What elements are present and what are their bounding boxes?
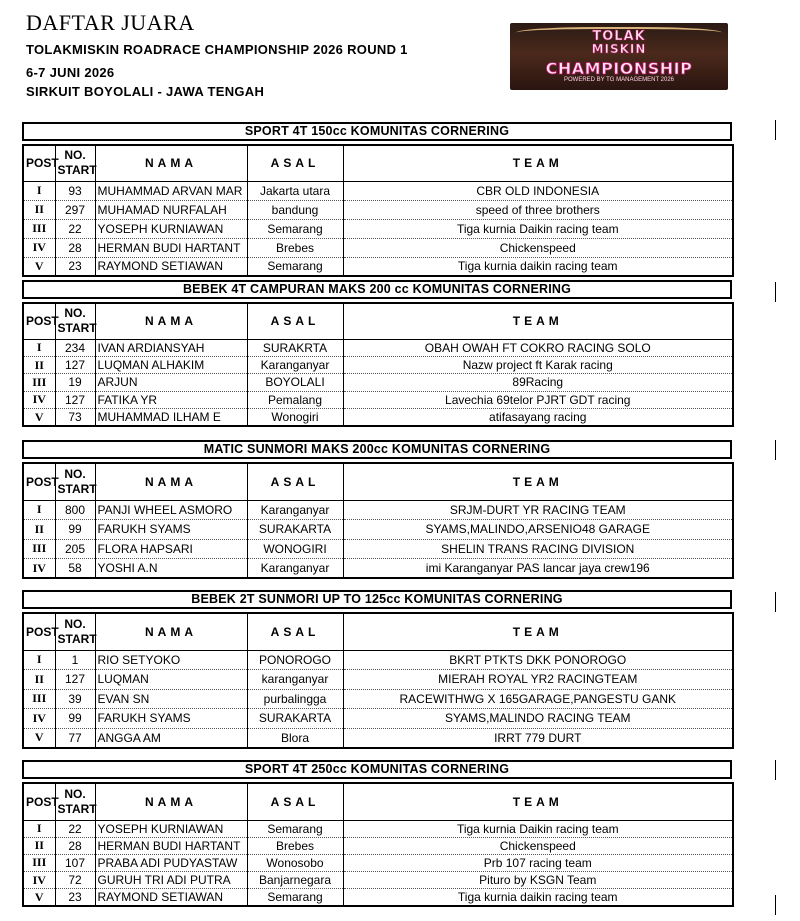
section-title: SPORT 4T 250cc KOMUNITAS CORNERING [22,760,732,779]
results-table [22,612,734,749]
section-title: SPORT 4T 150cc KOMUNITAS CORNERING [22,122,732,141]
position-cell: III [23,689,55,709]
table-row [23,820,733,837]
origin-cell: Karanganyar [247,356,343,373]
position-cell: V [23,409,55,426]
table-row [23,339,733,356]
origin-cell: Semarang [247,820,343,837]
rider-name-cell: FATIKA YR [95,391,247,408]
table-row [23,219,733,238]
table-row [23,356,733,373]
origin-cell: Brebes [247,238,343,257]
team-cell: 89Racing [343,374,733,391]
rider-name-cell: ARJUN [95,374,247,391]
margin-mark [775,592,776,612]
origin-cell: Semarang [247,219,343,238]
column-header-post: POST [23,463,55,500]
rider-name-cell: MUHAMMAD ARVAN MAR [95,181,247,200]
rider-name-cell: PANJI WHEEL ASMORO [95,500,247,520]
table-row [23,391,733,408]
column-header-asal: ASAL [247,303,343,339]
origin-cell: WONOGIRI [247,539,343,559]
origin-cell: Blora [247,728,343,748]
origin-cell: Karanganyar [247,559,343,579]
column-header-nama: NAMA [95,463,247,500]
column-header-nama: NAMA [95,145,247,181]
logo-text-line2: MISKIN [591,42,647,56]
start-number-cell: 127 [55,670,95,690]
results-section [22,590,732,749]
rider-name-cell: FARUKH SYAMS [95,709,247,729]
column-header-post: POST [23,613,55,650]
results-table [22,462,734,579]
start-number-cell: 39 [55,689,95,709]
margin-mark [775,120,776,140]
rider-name-cell: FARUKH SYAMS [95,520,247,540]
team-cell: OBAH OWAH FT COKRO RACING SOLO [343,339,733,356]
table-header-row [23,783,733,820]
margin-mark [775,760,776,780]
team-cell: Tiga kurnia daikin racing team [343,889,733,906]
start-number-cell: 73 [55,409,95,426]
start-number-cell: 107 [55,854,95,871]
team-cell: IRRT 779 DURT [343,728,733,748]
column-header-nama: NAMA [95,303,247,339]
table-row [23,257,733,276]
position-cell: III [23,539,55,559]
position-cell: III [23,854,55,871]
table-row [23,872,733,889]
results-table [22,782,734,907]
position-cell: I [23,339,55,356]
position-cell: IV [23,709,55,729]
results-table [22,302,734,427]
position-cell: I [23,500,55,520]
column-header-nama: NAMA [95,783,247,820]
table-header-row [23,303,733,339]
column-header-asal: ASAL [247,613,343,650]
team-cell: Tiga kurnia Daikin racing team [343,219,733,238]
position-cell: II [23,670,55,690]
team-cell: imi Karanganyar PAS lancar jaya crew196 [343,559,733,579]
table-row [23,670,733,690]
results-section [22,440,732,579]
position-cell: I [23,820,55,837]
logo-text-line3: CHAMPIONSHIP [545,59,693,78]
column-header-post: POST [23,145,55,181]
position-cell: IV [23,391,55,408]
section-title: BEBEK 4T CAMPURAN MAKS 200 cc KOMUNITAS CORNERING [22,280,732,299]
start-number-cell: 297 [55,200,95,219]
position-cell: V [23,257,55,276]
origin-cell: Semarang [247,889,343,906]
results-table [22,144,734,277]
start-number-cell: 28 [55,837,95,854]
rider-name-cell: YOSEPH KURNIAWAN [95,820,247,837]
column-header-team: TEAM [343,145,733,181]
origin-cell: SURAKARTA [247,709,343,729]
rider-name-cell: HERMAN BUDI HARTANT [95,238,247,257]
start-number-cell: 93 [55,181,95,200]
rider-name-cell: IVAN ARDIANSYAH [95,339,247,356]
start-number-cell: 800 [55,500,95,520]
position-cell: III [23,219,55,238]
margin-mark [775,895,776,915]
margin-mark [775,440,776,460]
start-number-cell: 23 [55,889,95,906]
position-cell: II [23,356,55,373]
rider-name-cell: RAYMOND SETIAWAN [95,257,247,276]
start-number-cell: 127 [55,356,95,373]
rider-name-cell: YOSHI A.N [95,559,247,579]
start-number-cell: 234 [55,339,95,356]
team-cell: RACEWITHWG X 165GARAGE,PANGESTU GANK [343,689,733,709]
start-number-cell: 19 [55,374,95,391]
rider-name-cell: MUHAMAD NURFALAH [95,200,247,219]
page-title: DAFTAR JUARA [26,10,195,35]
column-header-team: TEAM [343,783,733,820]
table-row [23,520,733,540]
table-row [23,559,733,579]
origin-cell: karanganyar [247,670,343,690]
team-cell: Tiga kurnia Daikin racing team [343,820,733,837]
team-cell: Nazw project ft Karak racing [343,356,733,373]
rider-name-cell: ANGGA AM [95,728,247,748]
origin-cell: BOYOLALI [247,374,343,391]
table-row [23,854,733,871]
table-row [23,889,733,906]
rider-name-cell: RAYMOND SETIAWAN [95,889,247,906]
start-number-cell: 23 [55,257,95,276]
team-cell: Chickenspeed [343,238,733,257]
origin-cell: SURAKARTA [247,520,343,540]
rider-name-cell: LUQMAN [95,670,247,690]
column-header-no-start: NO. START [55,303,95,339]
origin-cell: Wonosobo [247,854,343,871]
rider-name-cell: MUHAMMAD ILHAM E [95,409,247,426]
team-cell: SRJM-DURT YR RACING TEAM [343,500,733,520]
table-header-row [23,145,733,181]
column-header-no-start: NO. START [55,613,95,650]
position-cell: IV [23,238,55,257]
team-cell: SYAMS,MALINDO,ARSENIO48 GARAGE [343,520,733,540]
start-number-cell: 99 [55,709,95,729]
start-number-cell: 72 [55,872,95,889]
results-section [22,122,732,277]
event-name: TOLAKMISKIN ROADRACE CHAMPIONSHIP 2026 ROUND 1 [26,42,408,57]
column-header-post: POST [23,783,55,820]
table-row [23,409,733,426]
position-cell: II [23,200,55,219]
rider-name-cell: LUQMAN ALHAKIM [95,356,247,373]
start-number-cell: 99 [55,520,95,540]
position-cell: IV [23,872,55,889]
table-header-row [23,613,733,650]
start-number-cell: 22 [55,820,95,837]
team-cell: Prb 107 racing team [343,854,733,871]
rider-name-cell: RIO SETYOKO [95,650,247,670]
table-row [23,837,733,854]
table-row [23,689,733,709]
start-number-cell: 1 [55,650,95,670]
column-header-team: TEAM [343,463,733,500]
team-cell: BKRT PTKTS DKK PONOROGO [343,650,733,670]
rider-name-cell: PRABA ADI PUDYASTAW [95,854,247,871]
position-cell: I [23,181,55,200]
column-header-post: POST [23,303,55,339]
origin-cell: Pemalang [247,391,343,408]
column-header-no-start: NO. START [55,783,95,820]
table-row [23,539,733,559]
position-cell: II [23,520,55,540]
column-header-asal: ASAL [247,145,343,181]
position-cell: V [23,728,55,748]
column-header-asal: ASAL [247,463,343,500]
origin-cell: SURAKRTA [247,339,343,356]
column-header-team: TEAM [343,303,733,339]
event-date: 6-7 JUNI 2026 [26,65,115,80]
origin-cell: Semarang [247,257,343,276]
section-title: BEBEK 2T SUNMORI UP TO 125cc KOMUNITAS CORNERING [22,590,732,609]
event-venue: SIRKUIT BOYOLALI - JAWA TENGAH [26,84,265,99]
origin-cell: Karanganyar [247,500,343,520]
origin-cell: bandung [247,200,343,219]
table-row [23,728,733,748]
logo-text-line4: POWERED BY TG MANAGEMENT 2026 [563,77,675,83]
start-number-cell: 28 [55,238,95,257]
table-header-row [23,463,733,500]
championship-logo [510,23,728,90]
table-row [23,181,733,200]
table-row [23,650,733,670]
origin-cell: PONOROGO [247,650,343,670]
table-row [23,374,733,391]
rider-name-cell: FLORA HAPSARI [95,539,247,559]
position-cell: IV [23,559,55,579]
start-number-cell: 58 [55,559,95,579]
rider-name-cell: GURUH TRI ADI PUTRA [95,872,247,889]
origin-cell: Wonogiri [247,409,343,426]
logo-text-line1: TOLAK [592,29,646,44]
results-section [22,280,732,427]
table-row [23,200,733,219]
table-row [23,238,733,257]
start-number-cell: 77 [55,728,95,748]
position-cell: I [23,650,55,670]
team-cell: MIERAH ROYAL YR2 RACINGTEAM [343,670,733,690]
column-header-no-start: NO. START [55,145,95,181]
position-cell: V [23,889,55,906]
table-row [23,709,733,729]
team-cell: Pituro by KSGN Team [343,872,733,889]
position-cell: III [23,374,55,391]
team-cell: Lavechia 69telor PJRT GDT racing [343,391,733,408]
origin-cell: purbalingga [247,689,343,709]
margin-mark [775,282,776,302]
team-cell: atifasayang racing [343,409,733,426]
rider-name-cell: HERMAN BUDI HARTANT [95,837,247,854]
team-cell: Tiga kurnia daikin racing team [343,257,733,276]
column-header-nama: NAMA [95,613,247,650]
team-cell: SHELIN TRANS RACING DIVISION [343,539,733,559]
column-header-no-start: NO. START [55,463,95,500]
start-number-cell: 205 [55,539,95,559]
section-title: MATIC SUNMORI MAKS 200cc KOMUNITAS CORNERING [22,440,732,459]
rider-name-cell: EVAN SN [95,689,247,709]
team-cell: CBR OLD INDONESIA [343,181,733,200]
team-cell: speed of three brothers [343,200,733,219]
table-row [23,500,733,520]
origin-cell: Banjarnegara [247,872,343,889]
results-section [22,760,732,907]
start-number-cell: 22 [55,219,95,238]
position-cell: II [23,837,55,854]
start-number-cell: 127 [55,391,95,408]
column-header-asal: ASAL [247,783,343,820]
origin-cell: Jakarta utara [247,181,343,200]
team-cell: SYAMS,MALINDO RACING TEAM [343,709,733,729]
team-cell: Chickenspeed [343,837,733,854]
column-header-team: TEAM [343,613,733,650]
rider-name-cell: YOSEPH KURNIAWAN [95,219,247,238]
origin-cell: Brebes [247,837,343,854]
